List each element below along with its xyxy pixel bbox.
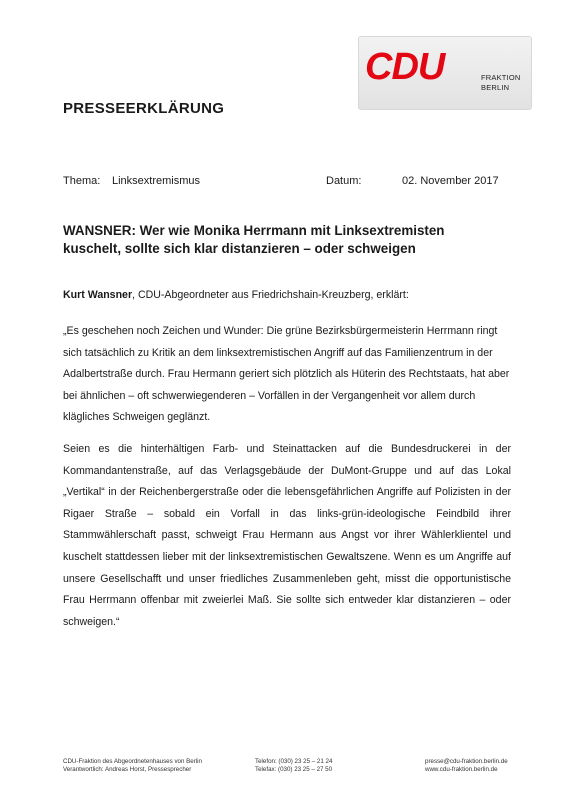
logo-line2: BERLIN [481, 83, 510, 92]
intro-line [63, 289, 409, 301]
intro-text: , CDU-Abgeordneter aus Friedrichshain-Kreuzberg, erklärt: [132, 289, 409, 301]
footer-responsible: Verantwortlich: Andreas Horst, Pressesprecher [63, 766, 192, 773]
footer-phone: Telefon: (030) 23 25 – 21 24 [255, 758, 333, 765]
logo-subtitle [481, 73, 521, 93]
footer-contact [255, 758, 332, 774]
intro-name: Kurt Wansner [63, 289, 133, 301]
headline: WANSNER: Wer wie Monika Herrmann mit Linksextremisten kuschelt, sollte sich klar distanzieren – oder schweigen [63, 223, 445, 256]
cdu-logo [358, 36, 532, 110]
thema-label: Thema: [63, 175, 101, 187]
thema-value: Linksextremismus [112, 175, 201, 187]
datum-label: Datum: [326, 175, 362, 187]
paragraph-1: „Es geschehen noch Zeichen und Wunder: Die grüne Bezirksbürgermeisterin Herrmann ringt sich tatsächlich zu Kritik an dem linksextremistischen Angriff auf das Familienzentrum in der Adalbertstraße durch. Frau Hermann geriert sich plötzlich als Hüterin des Rechtstaats, hat aber bei ähnlichen – oft schwerwiegenderen – Vorfällen in der Vergangenheit vor allem durch klägliches Schweigen geglänzt. [63, 325, 510, 424]
logo-brand: CDU [365, 46, 445, 88]
logo-line1: FRAKTION [481, 73, 521, 82]
datum-value: 02. November 2017 [402, 175, 499, 187]
footer-org [63, 758, 202, 774]
footer-fax: Telefax: (030) 23 25 – 27 50 [255, 766, 333, 773]
footer-web[interactable]: www.cdu-fraktion.berlin.de [425, 766, 498, 773]
footer-email[interactable]: presse@cdu-fraktion.berlin.de [425, 758, 508, 765]
paragraph-2: Seien es die hinterhältigen Farb- und Steinattacken auf die Bundesdruckerei in der Kommandantenstraße, auf das Verlagsgebäude der DuMont-Gruppe und auf das Lokal „Vertikal“ in der Reichenbergerstraße oder die lebensgefährlichen Angriffe auf Polizisten in der Rigaer Straße – sobald ein Vorfall in das links-grün-ideologische Feindbild ihrer Stammwählerschaft passt, schweigt Frau Hermann aus Angst vor ihrer Wählerklientel und kuschelt stattdessen lieber mit der linksextremistischen Gewaltszene. Wenn es um Angriffe auf unsere Gesellschafft und unser friedliches Zusammenleben geht, misst die opportunistische Frau Herrmann offenbar mit zweierlei Maß. Sie sollte sich entweder klar distanzieren – oder schweigen.“ [63, 443, 511, 628]
page-title: PRESSEERKLÄRUNG [63, 100, 225, 117]
footer-online [425, 758, 508, 774]
footer-org-name: CDU-Fraktion des Abgeordnetenhauses von Berlin [63, 758, 202, 765]
